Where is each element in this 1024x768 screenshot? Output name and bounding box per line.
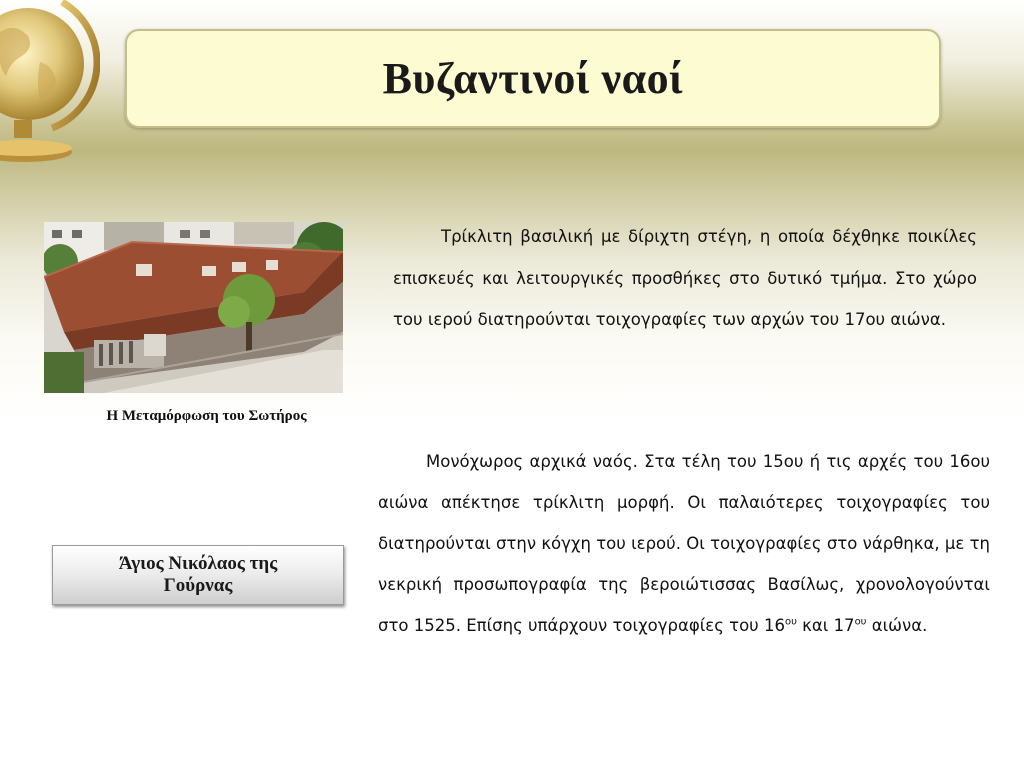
title-box <box>125 29 941 128</box>
church-photo <box>44 222 343 393</box>
century-17: 17 <box>833 616 855 635</box>
superscript-ou-2: ου <box>854 616 867 628</box>
century-16: 16 <box>763 616 785 635</box>
photo-caption: Η Μεταμόρφωση του Σωτήρος <box>106 408 307 424</box>
globe-icon <box>0 0 100 172</box>
superscript-ou-1: ου <box>784 616 797 628</box>
church-name-button[interactable] <box>52 545 344 605</box>
paragraph-2 <box>378 441 990 646</box>
paragraph-2-text: Μονόχωρος αρχικά ναός. Στα τέλη του 15ου ή τις αρχές του 16ου αιώνα απέκτησε τρίκλιτη μορφή. Οι παλαιότερες τοιχογραφίες του διατηρούνται στην κόγχη του ιερού. Οι τοιχογραφίες στο νάρθηκα, με τη νεκρική προσωπογραφία της βεροιώτισσας Βασίλως, χρονολογούνται στο 1525. Επίσης υπάρχουν τοιχογραφίες του <box>378 452 990 635</box>
and-text: και <box>796 616 834 635</box>
page-title: Βυζαντινοί ναοί <box>382 54 684 103</box>
church-name-label: Άγιος Νικόλαος της Γούρνας <box>118 553 278 596</box>
paragraph-1: Τρίκλιτη βασιλική με δίριχτη στέγη, η οποία δέχθηκε ποικίλες επισκευές και λειτουργικές προσθήκες στο δυτικό τμήμα. Στο χώρο του ιερού διατηρούνται τοιχογραφίες των αρχών του 17ου αιώνα. <box>393 227 977 329</box>
paragraph-2-end: αιώνα. <box>866 616 928 635</box>
